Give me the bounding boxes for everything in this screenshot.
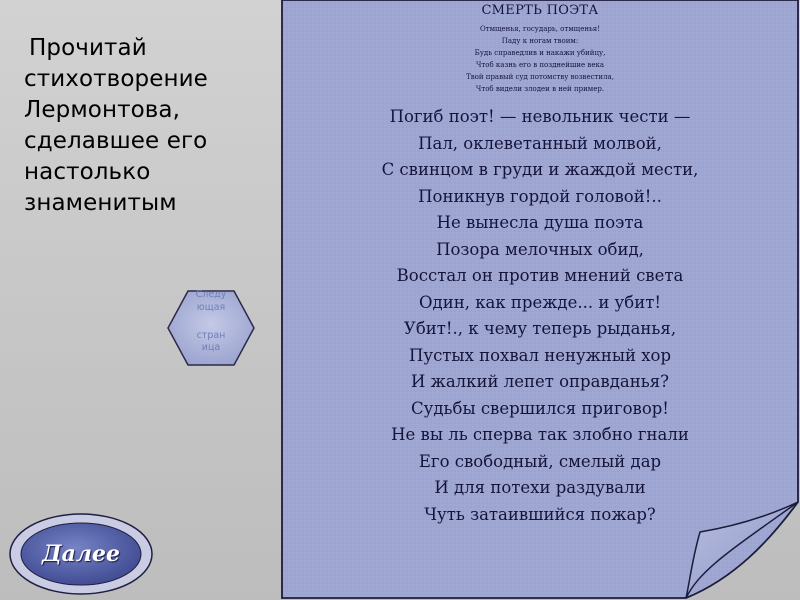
poem-line: Восстал он против мнений света — [396, 266, 684, 285]
instruction-line: знаменитым — [24, 190, 177, 216]
poem-line: Убит!., к чему теперь рыданья, — [403, 319, 677, 338]
epigraph-line: Отмщенья, государь, отмщенья! — [479, 25, 601, 33]
epigraph-line: Паду к ногам твоим: — [501, 37, 579, 45]
poem-title: СМЕРТЬ ПОЭТА — [481, 3, 599, 18]
next-page-label: ющая — [196, 302, 226, 313]
epigraph-line: Будь справедлив и накажи убийцу, — [474, 49, 606, 57]
poem-line: Погиб поэт! — невольник чести — — [389, 107, 691, 126]
instruction-line: Лермонтова, — [24, 97, 181, 123]
instruction-line: настолько — [24, 159, 151, 185]
instruction-line: сделавшее его — [24, 128, 208, 154]
poem-line: Его свободный, смелый дар — [418, 451, 662, 471]
poem-line: С свинцом в груди и жаждой мести, — [381, 160, 699, 179]
poem-epigraph — [282, 23, 798, 95]
poem-line: Поникнув гордой головой!.. — [418, 186, 662, 206]
epigraph-line: Чтоб казнь его в позднейшие века — [475, 61, 605, 69]
poem-line: Позора мелочных обид, — [436, 239, 644, 259]
poem-line: И жалкий лепет оправданья? — [411, 372, 669, 391]
poem-content — [282, 0, 798, 600]
poem-line: Один, как прежде... и убит! — [419, 292, 661, 312]
poem-stanza — [282, 104, 798, 528]
poem-line: Судьбы свершился приговор! — [411, 398, 669, 418]
poem-line: Не вы ль сперва так злобно гнали — [391, 425, 689, 444]
continue-button-label: Далее — [42, 541, 120, 567]
next-page-label: ица — [201, 342, 221, 353]
instruction-line: стихотворение — [24, 66, 208, 92]
epigraph-line: Чтоб видели злодеи в ней пример. — [475, 85, 605, 93]
next-page-label: Следу — [195, 289, 227, 300]
poem-line: И для потехи раздували — [434, 478, 646, 497]
poem-line: Пал, оклеветанный молвой, — [418, 133, 662, 153]
next-page-label: стран — [196, 330, 226, 341]
poem-line: Пустых похвал ненужный хор — [408, 345, 672, 365]
instruction-line: Прочитай — [29, 35, 147, 61]
poem-line: Не вынесла душа поэта — [436, 213, 644, 232]
poem-line: Чуть затаившийся пожар? — [424, 504, 656, 524]
epigraph-line: Твой правый суд потомству возвестила, — [466, 73, 614, 81]
